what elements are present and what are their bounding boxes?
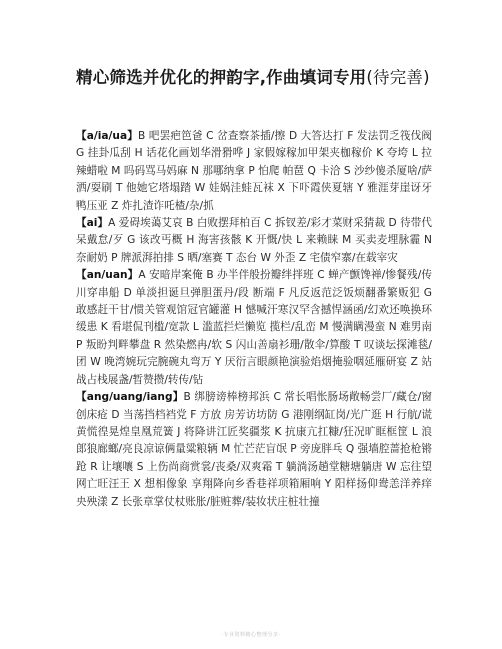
rhyme-words: A 爱碍埃蔼艾哀 B 白败摆拜柏百 C 拆钗差/彩才菜财采猜裁 D 待带代呆戴怠/歹 G 该改丐概 H 海害孩骸 K 开慨/快 L 来赖睐 M 买卖麦埋脉霾 N 奈耐奶 P 牌派湃拍排 S 晒/塞赛 T 态台 W 外歪 Z 宅债窄寨/在载宰灾 <box>76 217 432 264</box>
rhyme-section-ang <box>76 389 432 511</box>
title-bold: 精心筛选并优化的押韵字,作曲填词专用 <box>76 68 367 87</box>
rhyme-list <box>76 128 432 511</box>
footer-watermark: ·专业资料精心整理分享· <box>221 632 281 638</box>
rhyme-tag: 【an/uan】 <box>76 269 139 282</box>
rhyme-tag: 【a/ia/ua】 <box>76 130 139 142</box>
rhyme-words: B 吧罢疤笆爸 C 岔查察茶插/擦 D 大答达打 F 发法罚乏筏伐阀 G 挂卦瓜刮 H 话花化画划华滑猾哗 J 家假嫁稼加甲架夹枷稼价 K 夸垮 L 拉辣蜡啦 M 吗码骂马妈麻 N 那哪纳拿 P 怕爬 帕琶 Q 卡洽 S 沙纱傻杀厦啥/萨洒/耍刷 T 他她它塔塌踏 W 娃娲洼蛙瓦袜 X 下吓霞侠夏辖 Y 雅涯芽崖讶牙鸭压亚 Z 炸扎渣诈吒楂/杂/抓 <box>76 130 432 212</box>
rhyme-tag: 【ai】 <box>76 217 109 230</box>
document-title <box>76 66 436 90</box>
rhyme-words: A 安暗岸案俺 B 办半伴般扮瓣绊拌班 C 蝉产颤馋禅/惨餐残/传川穿串船 D 单淡担诞旦弹胆蛋丹/段 断端 F 凡反返范泛饭烦翻番繁贩犯 G 敢感赶干甘/惯关管观馆冠官罐灌 H 憾喊汗寒汉罕含撼悍涵函/幻欢还唤换环缓患 K 看堪侃刊槛/宽款 L 滥蓝拦烂懒览 揽栏/乱峦 M 慢满瞒漫蛮 N 难男南 P 叛盼判畔攀盘 R 然染燃冉/软 S 闪山善扇衫珊/散伞/算酸 T 叹谈坛探滩毯/团 W 晚湾婉玩完腕碗丸弯万 Y 厌衍言眼颜艳演验焰烟掩验咽延雁研宴 Z 站战占栈展盏/暂赞攒/转传/钻 <box>76 269 432 386</box>
rhyme-section-a <box>76 128 432 215</box>
title-tail: (待完善) <box>366 68 430 87</box>
rhyme-words: B 绑膀谤棒榜邦浜 C 常长唱怅肠场敞畅尝厂/藏仓/窗创床疮 D 当荡挡档裆党 F 方放 房芳访坊防 G 港刚纲缸岗/光广逛 H 行航/谎黄慌徨晃煌皇凰荒簧 J 将降讲江匠奖疆浆 K 抗康亢扛糠/狂况旷眶框筐 L 浪郎狼廊螂/亮良凉谅俩量粱粮辆 M 忙芒茫盲氓 P 旁庞胖乓 Q 强墙腔蔷抢枪锵跄 R 让壤嚷 S 上伤尚商赏裳/丧桑/双爽霜 T 躺淌汤趟堂糖塘躺唐 W 忘往望网亡旺汪王 X 想相像象 享翔降向乡香巷祥项箱厢响 Y 阳样扬仰鸯恙洋养痒央殃漾 Z 长张章掌仗杖账胀/脏赃葬/装妆状庄桩壮撞 <box>76 391 433 508</box>
rhyme-tag: 【ang/uang/iang】 <box>76 391 184 404</box>
rhyme-section-ai <box>76 215 432 267</box>
rhyme-section-an <box>76 267 432 389</box>
